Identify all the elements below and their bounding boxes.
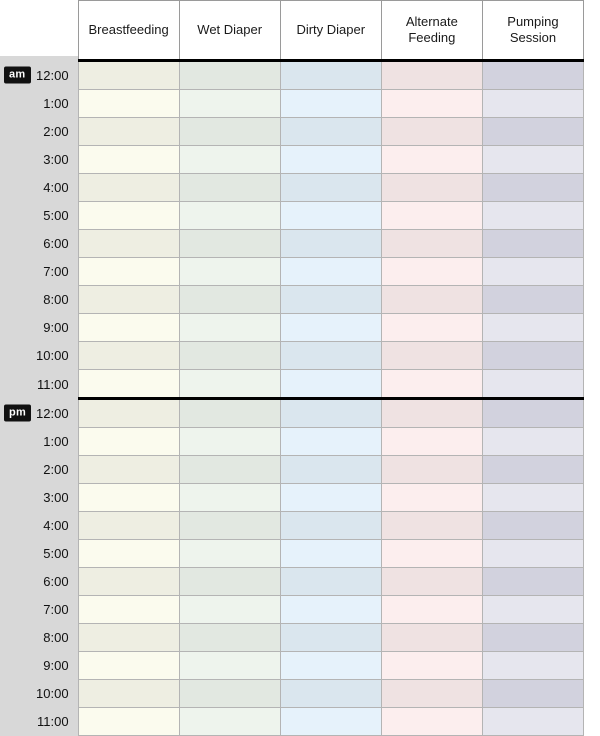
log-entry-cell[interactable]: [179, 512, 280, 540]
table-row: [0, 484, 584, 512]
table-row: [0, 624, 584, 652]
log-entry-cell[interactable]: [78, 230, 179, 258]
log-entry-cell[interactable]: [482, 456, 583, 484]
hour-label-cell: [0, 652, 78, 680]
log-entry-cell[interactable]: [381, 370, 482, 399]
hour-label-cell: [0, 90, 78, 118]
log-entry-cell[interactable]: [381, 61, 482, 90]
column-header-pumping-session: Pumping Session: [482, 1, 583, 61]
log-entry-cell[interactable]: [381, 428, 482, 456]
column-header-dirty-diaper: Dirty Diaper: [280, 1, 381, 61]
log-entry-cell[interactable]: [78, 174, 179, 202]
log-entry-cell[interactable]: [482, 484, 583, 512]
log-entry-cell[interactable]: [381, 230, 482, 258]
log-entry-cell[interactable]: [482, 399, 583, 428]
column-header-wet-diaper: Wet Diaper: [179, 1, 280, 61]
log-entry-cell[interactable]: [179, 61, 280, 90]
hour-label-cell: [0, 314, 78, 342]
log-entry-cell[interactable]: [179, 258, 280, 286]
column-header-breastfeeding: Breastfeeding: [78, 1, 179, 61]
log-entry-cell[interactable]: [78, 118, 179, 146]
table-row: [0, 370, 584, 399]
log-entry-cell[interactable]: [179, 399, 280, 428]
log-entry-cell[interactable]: [482, 61, 583, 90]
table-row: [0, 680, 584, 708]
log-entry-cell[interactable]: [482, 596, 583, 624]
log-entry-cell[interactable]: [482, 146, 583, 174]
log-entry-cell[interactable]: [280, 342, 381, 370]
table-row: [0, 399, 584, 428]
table-body: [0, 61, 584, 736]
hour-label: 7:00: [43, 602, 69, 617]
log-entry-cell[interactable]: [280, 118, 381, 146]
hour-label: 10:00: [36, 348, 69, 363]
log-entry-cell[interactable]: [179, 286, 280, 314]
log-entry-cell[interactable]: [381, 202, 482, 230]
log-entry-cell[interactable]: [280, 174, 381, 202]
log-entry-cell[interactable]: [280, 61, 381, 90]
log-entry-cell[interactable]: [280, 596, 381, 624]
log-entry-cell[interactable]: [179, 230, 280, 258]
log-entry-cell[interactable]: [482, 342, 583, 370]
log-entry-cell[interactable]: [381, 484, 482, 512]
table-row: [0, 512, 584, 540]
log-entry-cell[interactable]: [78, 484, 179, 512]
hour-label-cell: [0, 370, 78, 399]
hour-label: 1:00: [43, 434, 69, 449]
log-entry-cell[interactable]: [280, 652, 381, 680]
hour-label: 1:00: [43, 96, 69, 111]
table-header: [0, 1, 584, 61]
log-entry-cell[interactable]: [179, 484, 280, 512]
table-row: [0, 146, 584, 174]
log-entry-cell[interactable]: [78, 314, 179, 342]
table-row: [0, 230, 584, 258]
table-row: [0, 596, 584, 624]
hour-label: 5:00: [43, 546, 69, 561]
log-entry-cell[interactable]: [482, 680, 583, 708]
hour-label-cell: [0, 540, 78, 568]
hour-label-cell: [0, 624, 78, 652]
log-entry-cell[interactable]: [179, 652, 280, 680]
hour-label: 8:00: [43, 292, 69, 307]
log-entry-cell[interactable]: [280, 90, 381, 118]
log-entry-cell[interactable]: [280, 512, 381, 540]
log-entry-cell[interactable]: [280, 568, 381, 596]
hour-label-cell: [0, 146, 78, 174]
hour-label-cell: [0, 399, 78, 428]
log-entry-cell[interactable]: [179, 456, 280, 484]
hour-label-cell: [0, 568, 78, 596]
log-entry-cell[interactable]: [280, 146, 381, 174]
table-row: [0, 652, 584, 680]
log-entry-cell[interactable]: [78, 370, 179, 399]
table-row: [0, 258, 584, 286]
hour-label-cell: [0, 286, 78, 314]
hour-label-cell: [0, 484, 78, 512]
log-entry-cell[interactable]: [78, 540, 179, 568]
log-entry-cell[interactable]: [78, 456, 179, 484]
log-entry-cell[interactable]: [482, 540, 583, 568]
log-entry-cell[interactable]: [280, 399, 381, 428]
hour-label-cell: [0, 342, 78, 370]
hour-label: 6:00: [43, 236, 69, 251]
log-entry-cell[interactable]: [381, 342, 482, 370]
log-entry-cell[interactable]: [280, 202, 381, 230]
hour-label: 3:00: [43, 490, 69, 505]
log-entry-cell[interactable]: [179, 540, 280, 568]
log-entry-cell[interactable]: [280, 456, 381, 484]
log-entry-cell[interactable]: [78, 61, 179, 90]
log-entry-cell[interactable]: [280, 428, 381, 456]
log-entry-cell[interactable]: [381, 314, 482, 342]
log-entry-cell[interactable]: [381, 624, 482, 652]
hour-label: 4:00: [43, 518, 69, 533]
log-entry-cell[interactable]: [78, 680, 179, 708]
log-entry-cell[interactable]: [280, 624, 381, 652]
log-entry-cell[interactable]: [78, 568, 179, 596]
log-entry-cell[interactable]: [78, 512, 179, 540]
table-row: [0, 708, 584, 736]
log-entry-cell[interactable]: [381, 652, 482, 680]
table-row: [0, 202, 584, 230]
log-entry-cell[interactable]: [381, 456, 482, 484]
log-entry-cell[interactable]: [78, 428, 179, 456]
log-entry-cell[interactable]: [179, 146, 280, 174]
table-row: [0, 314, 584, 342]
table-row: [0, 428, 584, 456]
log-entry-cell[interactable]: [482, 202, 583, 230]
hour-label: 4:00: [43, 180, 69, 195]
log-entry-cell[interactable]: [482, 230, 583, 258]
log-entry-cell[interactable]: [482, 568, 583, 596]
log-entry-cell[interactable]: [78, 258, 179, 286]
table-row: [0, 90, 584, 118]
log-entry-cell[interactable]: [381, 258, 482, 286]
log-entry-cell[interactable]: [78, 708, 179, 736]
hour-label: 11:00: [36, 714, 69, 729]
log-entry-cell[interactable]: [78, 399, 179, 428]
log-entry-cell[interactable]: [179, 596, 280, 624]
log-entry-cell[interactable]: [381, 680, 482, 708]
hour-label: 2:00: [43, 462, 69, 477]
hour-label: 5:00: [43, 208, 69, 223]
log-entry-cell[interactable]: [179, 680, 280, 708]
hour-label-cell: [0, 456, 78, 484]
log-entry-cell[interactable]: [78, 286, 179, 314]
log-entry-cell[interactable]: [482, 428, 583, 456]
log-entry-cell[interactable]: [179, 90, 280, 118]
period-badge: am: [4, 67, 31, 84]
hour-column-header: [0, 1, 78, 61]
hour-label-cell: [0, 258, 78, 286]
log-entry-cell[interactable]: [78, 90, 179, 118]
log-entry-cell[interactable]: [78, 652, 179, 680]
log-entry-cell[interactable]: [179, 202, 280, 230]
hour-label: 6:00: [43, 574, 69, 589]
hour-label: 8:00: [43, 630, 69, 645]
log-entry-cell[interactable]: [482, 708, 583, 736]
hour-label: 9:00: [43, 658, 69, 673]
log-entry-cell[interactable]: [482, 314, 583, 342]
log-entry-cell[interactable]: [179, 568, 280, 596]
log-entry-cell[interactable]: [381, 146, 482, 174]
hour-label-cell: [0, 680, 78, 708]
hour-label: 9:00: [43, 320, 69, 335]
log-entry-cell[interactable]: [280, 540, 381, 568]
log-entry-cell[interactable]: [381, 174, 482, 202]
hour-label: 2:00: [43, 124, 69, 139]
hour-label-cell: [0, 512, 78, 540]
log-entry-cell[interactable]: [381, 708, 482, 736]
hour-label: 3:00: [43, 152, 69, 167]
hour-label: 12:00: [36, 67, 69, 83]
table-row: [0, 286, 584, 314]
log-entry-cell[interactable]: [381, 540, 482, 568]
hour-label-cell: [0, 202, 78, 230]
hour-label-cell: [0, 61, 78, 90]
log-entry-cell[interactable]: [179, 624, 280, 652]
log-entry-cell[interactable]: [482, 258, 583, 286]
log-entry-cell[interactable]: [78, 624, 179, 652]
header-row: [0, 1, 584, 61]
log-entry-cell[interactable]: [179, 708, 280, 736]
log-entry-cell[interactable]: [381, 596, 482, 624]
column-header-alternate-feeding: Alternate Feeding: [381, 1, 482, 61]
table-row: [0, 118, 584, 146]
log-entry-cell[interactable]: [280, 258, 381, 286]
hour-label-cell: [0, 596, 78, 624]
log-entry-cell[interactable]: [482, 512, 583, 540]
log-entry-cell[interactable]: [482, 624, 583, 652]
hour-label: 10:00: [36, 686, 69, 701]
log-entry-cell[interactable]: [179, 342, 280, 370]
log-entry-cell[interactable]: [280, 230, 381, 258]
hour-label: 12:00: [36, 405, 69, 421]
hour-label-cell: [0, 708, 78, 736]
log-entry-cell[interactable]: [179, 118, 280, 146]
log-entry-cell[interactable]: [482, 652, 583, 680]
table-row: [0, 61, 584, 90]
log-entry-cell[interactable]: [381, 286, 482, 314]
log-entry-cell[interactable]: [482, 370, 583, 399]
table-row: [0, 174, 584, 202]
log-entry-cell[interactable]: [179, 428, 280, 456]
log-entry-cell[interactable]: [381, 118, 482, 146]
log-entry-cell[interactable]: [179, 174, 280, 202]
table-row: [0, 342, 584, 370]
hour-label: 7:00: [43, 264, 69, 279]
log-entry-cell[interactable]: [482, 90, 583, 118]
table-row: [0, 540, 584, 568]
log-entry-cell[interactable]: [381, 512, 482, 540]
log-entry-cell[interactable]: [381, 568, 482, 596]
log-entry-cell[interactable]: [78, 342, 179, 370]
log-entry-cell[interactable]: [381, 90, 482, 118]
log-entry-cell[interactable]: [78, 146, 179, 174]
log-entry-cell[interactable]: [280, 708, 381, 736]
table-row: [0, 456, 584, 484]
log-entry-cell[interactable]: [179, 370, 280, 399]
log-entry-cell[interactable]: [78, 596, 179, 624]
log-entry-cell[interactable]: [280, 370, 381, 399]
hour-label-cell: [0, 174, 78, 202]
period-badge: pm: [4, 405, 31, 422]
hour-label-cell: [0, 428, 78, 456]
hour-label-cell: [0, 230, 78, 258]
hour-label: 11:00: [36, 376, 69, 392]
log-entry-cell[interactable]: [280, 484, 381, 512]
log-entry-cell[interactable]: [482, 286, 583, 314]
table-row: [0, 568, 584, 596]
log-entry-cell[interactable]: [482, 174, 583, 202]
hour-label-cell: [0, 118, 78, 146]
log-entry-cell[interactable]: [280, 314, 381, 342]
log-entry-cell[interactable]: [280, 286, 381, 314]
log-entry-cell[interactable]: [179, 314, 280, 342]
log-entry-cell[interactable]: [78, 202, 179, 230]
log-entry-cell[interactable]: [381, 399, 482, 428]
log-entry-cell[interactable]: [280, 680, 381, 708]
log-entry-cell[interactable]: [482, 118, 583, 146]
